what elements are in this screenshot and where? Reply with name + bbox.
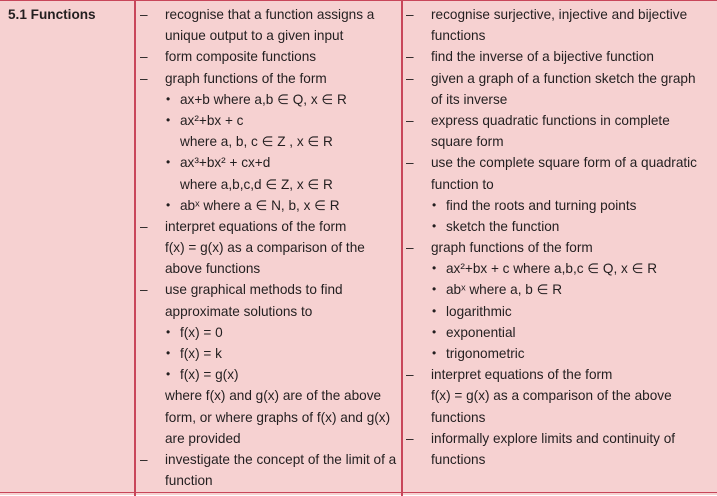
outcome-text: use graphical methods to find xyxy=(165,282,343,298)
outcome-text: abˣ where a ∈ N, b, x ∈ R xyxy=(180,197,340,213)
dash-marker: – xyxy=(140,218,148,234)
outcome-text: interpret equations of the form xyxy=(165,218,347,234)
column-divider xyxy=(401,1,403,496)
bullet-marker: • xyxy=(166,367,171,382)
outcome-text: interpret equations of the form xyxy=(431,367,613,383)
outcome-text: unique output to a given input xyxy=(165,28,344,44)
outcome-text: use the complete square form of a quadratic xyxy=(431,155,697,171)
outcome-line xyxy=(140,258,398,279)
outcome-line xyxy=(406,131,712,152)
bullet-marker: • xyxy=(166,197,171,212)
outcome-text: ax+b where a,b ∈ Q, x ∈ R xyxy=(180,91,347,107)
outcome-line xyxy=(406,343,712,364)
outcome-line xyxy=(406,449,712,470)
outcome-line xyxy=(140,428,398,449)
outcome-line xyxy=(140,385,398,406)
outcome-line xyxy=(140,174,398,195)
outcome-line xyxy=(140,4,398,25)
outcome-text: functions xyxy=(431,28,486,44)
outcome-text: graph functions of the form xyxy=(431,240,593,256)
outcome-text: given a graph of a function sketch the graph xyxy=(431,70,696,86)
outcome-line xyxy=(406,364,712,385)
outcome-line xyxy=(140,110,398,131)
dash-marker: – xyxy=(406,112,414,128)
outcome-text: exponential xyxy=(446,324,516,340)
outcome-line xyxy=(406,195,712,216)
dash-marker: – xyxy=(406,70,414,86)
outcome-text: f(x) = g(x) as a comparison of the above xyxy=(431,388,672,404)
row-divider xyxy=(0,492,717,494)
bullet-marker: • xyxy=(166,346,171,360)
outcome-line xyxy=(406,385,712,406)
outcome-line xyxy=(140,25,398,46)
dash-marker: – xyxy=(140,7,148,22)
outcome-line xyxy=(140,68,398,89)
outcome-text: functions xyxy=(431,451,486,467)
outcome-line xyxy=(140,343,398,364)
outcome-text: of its inverse xyxy=(431,91,508,107)
learning-outcomes-column xyxy=(140,4,398,491)
outcome-line xyxy=(140,216,398,237)
outcome-text: are provided xyxy=(165,430,241,446)
outcome-text: where f(x) and g(x) are of the above xyxy=(165,388,382,404)
section-title-cell xyxy=(8,4,133,25)
outcome-line xyxy=(140,46,398,67)
bullet-marker: • xyxy=(432,346,437,360)
outcome-line xyxy=(140,449,398,470)
outcome-text: recognise that a function assigns a xyxy=(165,7,375,22)
outcome-line xyxy=(140,152,398,173)
outcome-text: square form xyxy=(431,134,504,150)
outcome-text: above functions xyxy=(165,261,261,277)
outcome-line xyxy=(406,322,712,343)
outcome-text: find the roots and turning points xyxy=(446,197,637,213)
bullet-marker: • xyxy=(166,324,171,339)
dash-marker: – xyxy=(406,367,414,383)
dash-marker: – xyxy=(406,240,414,256)
outcome-text: ax²+bx + c xyxy=(180,112,244,128)
outcome-line xyxy=(406,174,712,195)
outcome-line xyxy=(406,89,712,110)
bullet-marker: • xyxy=(432,197,437,212)
outcome-text: informally explore limits and continuity of xyxy=(431,430,676,446)
bullet-marker: • xyxy=(432,261,437,276)
outcome-line xyxy=(406,258,712,279)
outcome-text: logarithmic xyxy=(446,303,512,319)
dash-marker: – xyxy=(406,155,414,171)
bullet-marker: • xyxy=(432,303,437,318)
dash-marker: – xyxy=(406,430,414,446)
outcome-line xyxy=(140,364,398,385)
outcome-line xyxy=(140,322,398,343)
bullet-marker: • xyxy=(432,324,437,339)
outcome-text: f(x) = 0 xyxy=(180,324,223,340)
dash-marker: – xyxy=(140,282,148,298)
outcome-text: graph functions of the form xyxy=(165,70,327,86)
column-divider xyxy=(134,1,136,496)
outcome-text: f(x) = g(x) as a comparison of the xyxy=(165,240,365,256)
outcome-line xyxy=(406,110,712,131)
outcome-line xyxy=(406,25,712,46)
outcome-line xyxy=(406,216,712,237)
outcome-line xyxy=(140,301,398,322)
outcome-line xyxy=(406,46,712,67)
outcome-line xyxy=(140,131,398,152)
outcome-text: trigonometric xyxy=(446,346,525,361)
outcome-text: abˣ where a, b ∈ R xyxy=(446,282,563,298)
outcome-line xyxy=(406,4,712,25)
outcome-text: find the inverse of a bijective function xyxy=(431,49,654,65)
bullet-marker: • xyxy=(432,282,437,297)
outcome-text: form composite functions xyxy=(165,49,317,65)
bullet-marker: • xyxy=(166,91,171,106)
outcome-line xyxy=(406,279,712,300)
dash-marker: – xyxy=(140,451,148,467)
outcome-line xyxy=(406,407,712,428)
outcome-line xyxy=(140,195,398,216)
outcome-line xyxy=(406,68,712,89)
outcome-text: f(x) = g(x) xyxy=(180,367,239,383)
bullet-marker: • xyxy=(166,155,171,170)
outcome-line xyxy=(140,407,398,428)
outcome-text: ax²+bx + c where a,b,c ∈ Q, x ∈ R xyxy=(446,261,658,277)
outcome-text: sketch the function xyxy=(446,218,560,234)
outcome-text: where a,b,c,d ∈ Z, x ∈ R xyxy=(180,176,333,192)
outcome-text: investigate the concept of the limit of a xyxy=(165,451,397,467)
dash-marker: – xyxy=(140,49,148,65)
outcome-line xyxy=(140,470,398,491)
bullet-marker: • xyxy=(166,112,171,127)
outcome-line xyxy=(406,237,712,258)
outcome-line xyxy=(140,279,398,300)
outcome-line xyxy=(406,152,712,173)
outcome-line xyxy=(406,301,712,322)
outcome-text: recognise surjective, injective and bijective xyxy=(431,7,688,22)
section-title: 5.1 Functions xyxy=(8,7,96,22)
learning-outcomes-higher-column xyxy=(406,4,712,470)
outcome-text: ax³+bx² + cx+d xyxy=(180,155,271,171)
bullet-marker: • xyxy=(432,218,437,233)
outcome-line xyxy=(406,428,712,449)
outcome-text: functions xyxy=(431,409,486,425)
dash-marker: – xyxy=(140,70,148,86)
dash-marker: – xyxy=(406,49,414,65)
outcome-text: f(x) = k xyxy=(180,346,222,361)
dash-marker: – xyxy=(406,7,414,22)
outcome-text: where a, b, c ∈ Z , x ∈ R xyxy=(180,134,333,150)
outcome-text: function xyxy=(165,473,213,489)
outcome-text: form, or where graphs of f(x) and g(x) xyxy=(165,409,391,425)
outcome-text: approximate solutions to xyxy=(165,303,313,319)
outcome-text: function to xyxy=(431,176,494,192)
outcome-line xyxy=(140,237,398,258)
outcome-line xyxy=(140,89,398,110)
outcome-text: express quadratic functions in complete xyxy=(431,112,670,128)
